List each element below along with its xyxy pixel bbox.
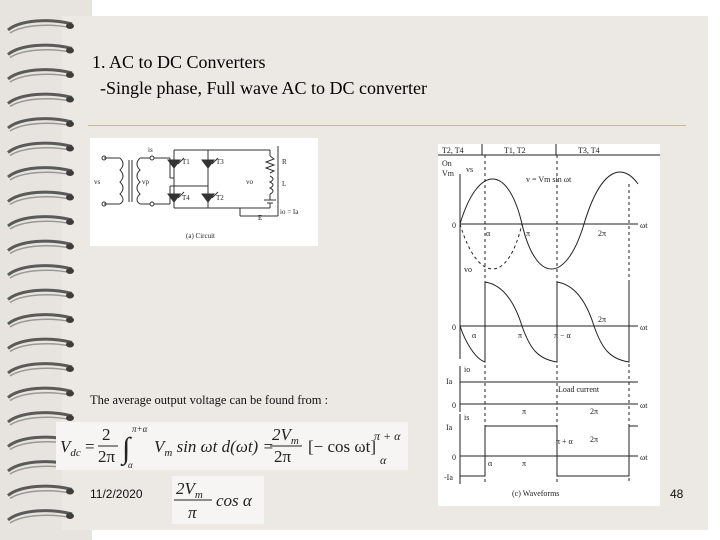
- wave-io: io: [464, 365, 471, 374]
- formula-integrand: V: [154, 437, 165, 456]
- slide-title: 1. AC to DC Converters: [92, 52, 266, 72]
- binding-ring: [8, 388, 74, 400]
- binding-ring: [8, 315, 74, 327]
- label-t1: T1: [182, 158, 190, 166]
- wave-on: On: [442, 159, 452, 168]
- formula-eval-lower: α: [380, 453, 387, 467]
- wave-top-seg2: T1, T2: [504, 146, 526, 155]
- label-e: E: [258, 214, 263, 222]
- wave-wt-1: ωt: [640, 221, 648, 230]
- formula-two: 2: [102, 425, 111, 444]
- binding-ring: [8, 45, 74, 57]
- wave-two-pi-1: 2π: [598, 229, 607, 238]
- wave-pi-minus-alpha: π − α: [554, 331, 571, 340]
- wave-two-pi-4: 2π: [590, 435, 599, 444]
- formula-integrand-rest: sin ωt d(ωt) =: [172, 437, 274, 456]
- label-t3: T3: [216, 158, 224, 166]
- label-l: L: [282, 180, 287, 188]
- formula-coef-num: 2V: [272, 425, 291, 444]
- formula-two-pi: 2π: [98, 447, 116, 466]
- formula-eval-upper: π + α: [374, 429, 401, 443]
- formula-average-voltage: [56, 422, 408, 470]
- wave-is: is: [464, 413, 470, 422]
- binding-ring: [8, 511, 74, 523]
- svg-text:Vm sin ωt d(ωt) =: [154, 437, 274, 459]
- formula-coef-num-sub: m: [290, 435, 299, 447]
- slide-date: 11/2/2020: [90, 487, 143, 501]
- label-is: is: [148, 146, 153, 154]
- binding-ring: [8, 241, 74, 253]
- svg-text:2Vm: [272, 425, 299, 447]
- formula-upper: π+α: [132, 424, 148, 434]
- wave-pi-3: π: [522, 407, 527, 416]
- wave-ia-neg: -Ia: [444, 473, 453, 482]
- formula-result-num-sub: m: [194, 489, 203, 501]
- formula-coef-den: 2π: [274, 447, 292, 466]
- binding-ring: [8, 119, 74, 131]
- wave-two-pi-3: 2π: [590, 407, 599, 416]
- wave-alpha-2: α: [472, 331, 477, 340]
- formula-result-den: π: [188, 503, 197, 522]
- binding-ring: [8, 70, 74, 82]
- formula-lhs-sub: dc: [70, 447, 81, 459]
- formula-lhs: V: [60, 437, 71, 456]
- label-io: io = Ia: [280, 208, 299, 216]
- wave-two-pi-2: 2π: [598, 315, 607, 324]
- binding-ring: [8, 217, 74, 229]
- label-vo: vo: [246, 178, 253, 186]
- label-r: R: [282, 158, 287, 166]
- binding-ring: [8, 266, 74, 278]
- body-text: The average output voltage can be found from :: [90, 393, 329, 407]
- wave-wt-4: ωt: [640, 453, 648, 462]
- formula-result-num: 2V: [176, 479, 195, 498]
- wave-pi-1: π: [526, 229, 531, 238]
- formula-bracket: [− cos ωt]: [308, 437, 376, 456]
- wave-pi-plus-alpha: π + α: [556, 437, 573, 446]
- page-number: 48: [670, 487, 684, 501]
- wave-top-seg3: T3, T4: [578, 146, 600, 155]
- label-vs: vs: [94, 178, 101, 186]
- svg-text:∫: ∫: [122, 432, 131, 465]
- circuit-diagram: [90, 138, 318, 246]
- wave-ia: Ia: [446, 377, 453, 386]
- slide-subtitle: -Single phase, Full wave AC to DC converter: [100, 78, 427, 98]
- wave-zero-1: 0: [452, 221, 456, 230]
- wave-vo: vo: [464, 265, 472, 274]
- binding-ring: [8, 21, 74, 33]
- wave-equation: v = Vm sin ωt: [526, 175, 572, 184]
- formula-result-rest: cos α: [216, 491, 252, 510]
- formula-integrand-sub: m: [164, 447, 173, 459]
- binding-ring: [8, 486, 74, 498]
- wave-pi-2: π: [518, 331, 523, 340]
- binding-ring: [8, 143, 74, 155]
- label-vp: vp: [142, 178, 149, 186]
- binding-ring: [8, 339, 74, 351]
- wave-zero-4: 0: [452, 453, 456, 462]
- binding-ring: [8, 192, 74, 204]
- wave-zero-2: 0: [452, 323, 456, 332]
- binding-ring: [8, 94, 74, 106]
- label-t4: T4: [182, 194, 190, 202]
- waveforms-caption: (c) Waveforms: [512, 489, 560, 498]
- wave-zero-3: 0: [452, 401, 456, 410]
- wave-vs: vs: [466, 165, 474, 174]
- binding-ring: [8, 168, 74, 180]
- svg-text:Vdc =: $V_{dc}$ =: [60, 437, 95, 459]
- binding-ring: [8, 364, 74, 376]
- wave-vm: Vm: [442, 169, 454, 178]
- wave-wt-2: ωt: [640, 323, 648, 332]
- wave-top-seg1: T2, T4: [442, 146, 464, 155]
- wave-ia-2: Ia: [446, 423, 453, 432]
- waveforms-diagram: [438, 144, 660, 506]
- label-t2: T2: [216, 194, 224, 202]
- wave-wt-3: ωt: [640, 401, 648, 410]
- circuit-caption: (a) Circuit: [186, 232, 215, 240]
- svg-text:2Vm: [176, 479, 203, 501]
- binding-ring: [8, 290, 74, 302]
- wave-alpha-4: α: [488, 459, 493, 468]
- formula-lower: α: [128, 460, 133, 470]
- formula-result: [172, 476, 264, 524]
- wave-load-current: Load current: [558, 385, 600, 394]
- title-divider: [88, 125, 686, 126]
- wave-pi-4: π: [522, 459, 527, 468]
- wave-alpha-1: α: [486, 229, 491, 238]
